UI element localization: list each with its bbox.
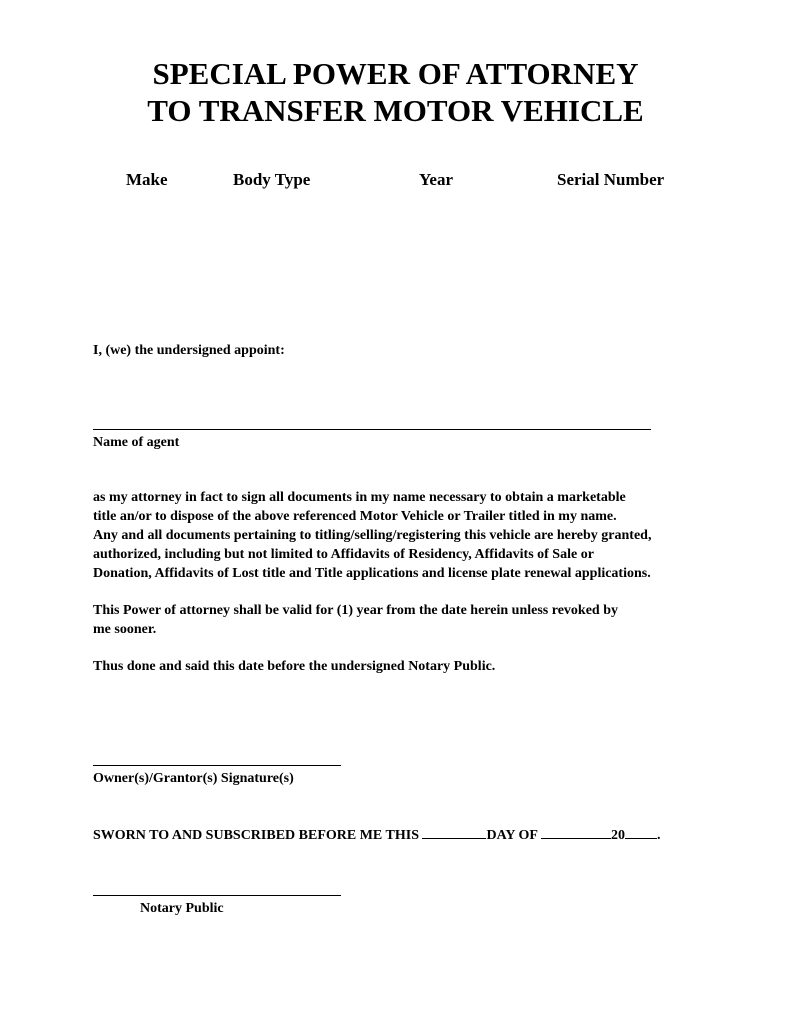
authority-paragraph — [93, 488, 651, 583]
validity-paragraph-line: This Power of attorney shall be valid for (1) year from the date herein unless revoked by — [93, 603, 618, 618]
sworn-century: 20 — [610, 828, 625, 843]
appoint-intro: I, (we) the undersigned appoint: — [93, 343, 285, 358]
validity-paragraph-line: me sooner. — [93, 622, 157, 637]
notary-signature-line[interactable] — [93, 895, 341, 896]
owner-signature-line[interactable] — [93, 765, 341, 766]
authority-paragraph-line: authorized, including but not limited to Affidavits of Residency, Affidavits of Sale or — [93, 547, 594, 562]
year-blank[interactable] — [625, 824, 657, 839]
column-header-serial-number: Serial Number — [557, 170, 665, 189]
authority-paragraph-line: title an/or to dispose of the above referenced Motor Vehicle or Trailer titled in my name. — [93, 509, 617, 524]
validity-paragraph — [93, 601, 618, 639]
document-title-line-1: SPECIAL POWER OF ATTORNEY — [152, 56, 639, 91]
column-header-make: Make — [126, 170, 168, 189]
authority-paragraph-line: Donation, Affidavits of Lost title and Title applications and license plate renewal applications. — [93, 566, 651, 581]
sworn-day-of: DAY OF — [486, 828, 541, 843]
sworn-end: . — [656, 828, 661, 843]
document-title-line-2: TO TRANSFER MOTOR VEHICLE — [147, 93, 644, 128]
column-header-year: Year — [419, 170, 453, 189]
column-header-body-type: Body Type — [233, 170, 311, 189]
agent-name-label: Name of agent — [93, 435, 180, 450]
authority-paragraph-line: Any and all documents pertaining to titling/selling/registering this vehicle are hereby granted, — [93, 528, 652, 543]
sworn-statement — [93, 824, 660, 845]
notary-statement: Thus done and said this date before the undersigned Notary Public. — [93, 659, 496, 674]
owner-signature-label: Owner(s)/Grantor(s) Signature(s) — [93, 771, 294, 786]
agent-name-line[interactable] — [93, 429, 651, 430]
sworn-prefix: SWORN TO AND SUBSCRIBED BEFORE ME THIS — [93, 828, 423, 843]
notary-public-label: Notary Public — [140, 901, 224, 916]
day-blank[interactable] — [422, 824, 486, 839]
authority-paragraph-line: as my attorney in fact to sign all documents in my name necessary to obtain a marketable — [93, 490, 626, 505]
month-blank[interactable] — [541, 824, 611, 839]
